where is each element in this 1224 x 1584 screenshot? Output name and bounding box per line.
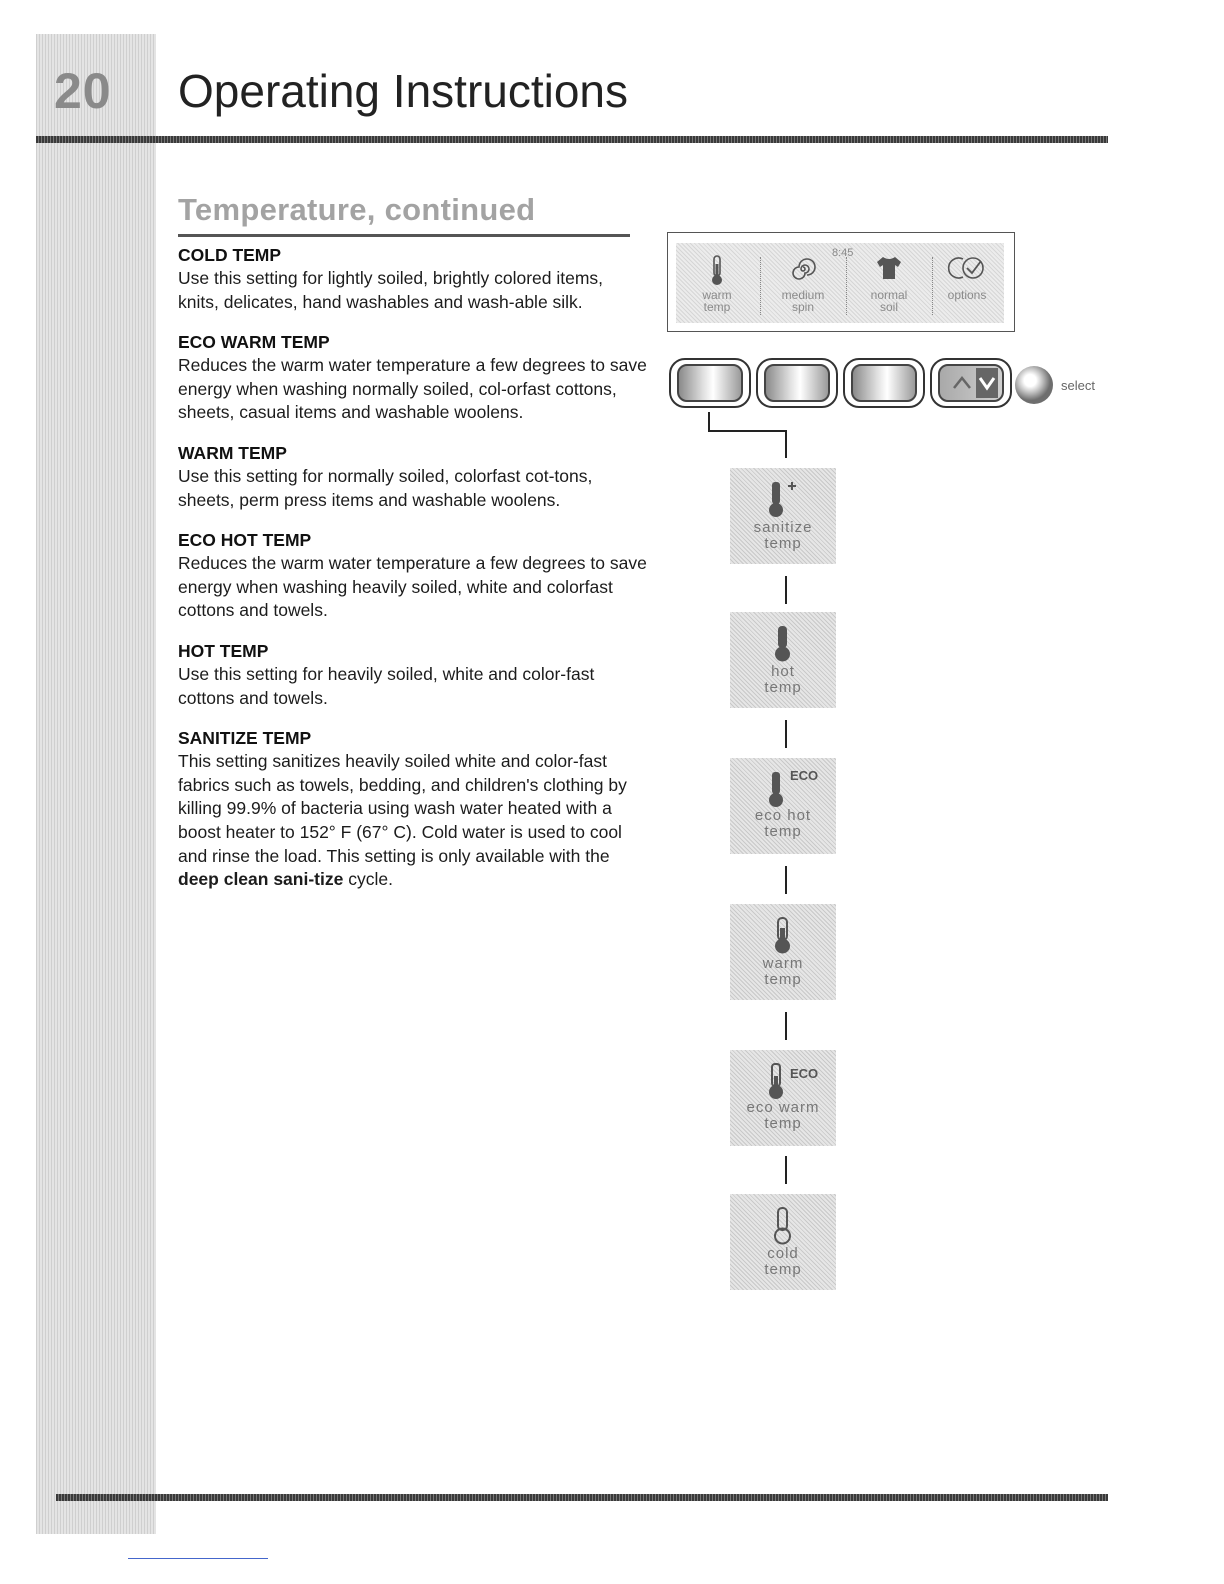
entry-heading: SANITIZE TEMP	[178, 728, 312, 749]
thermometer-full-icon	[766, 624, 800, 664]
cell-label-2: temp	[703, 300, 731, 314]
header-rule	[36, 136, 1108, 143]
up-down-arrows-icon	[940, 366, 1002, 400]
sequence-divider	[785, 720, 787, 748]
cell-label-1: warm	[702, 288, 732, 302]
entry-heading: HOT TEMP	[178, 640, 269, 661]
temp-button[interactable]	[669, 358, 751, 408]
temp-option-hot	[730, 612, 836, 708]
time-remaining: 8:45	[832, 247, 854, 259]
cell-label-2: soil	[879, 300, 898, 314]
entry-body: Use this setting for lightly soiled, brightly colored items, knits, delicates, hand washables and wash-able silk.	[178, 268, 604, 312]
entry-eco-hot-temp	[178, 530, 648, 623]
display-cell-temp	[676, 255, 758, 321]
eco-badge: ECO	[790, 768, 819, 783]
cell-label-2: options	[947, 288, 987, 302]
temp-option-eco-hot	[730, 758, 836, 854]
sequence-divider	[785, 576, 787, 604]
control-panel-display	[667, 232, 1015, 332]
tile-label-2: temp	[764, 823, 802, 840]
entry-heading: ECO WARM TEMP	[178, 332, 330, 353]
display-separator	[846, 257, 847, 315]
entry-cold-temp	[178, 245, 648, 314]
shirt-icon	[874, 255, 904, 281]
entry-heading: ECO HOT TEMP	[178, 530, 312, 551]
entry-body: Reduces the warm water temperature a few degrees to save energy when washing normally soiled, col-orfast cottons, sheets, casual items and washable woolens.	[178, 355, 647, 423]
entry-body: Use this setting for normally soiled, colorfast cot-tons, sheets, perm press items and washable woolens.	[178, 465, 593, 510]
display-cell-soil	[848, 255, 930, 321]
options-check-icon	[945, 255, 989, 281]
display-separator	[760, 257, 761, 315]
tile-label-2: temp	[764, 1261, 802, 1278]
entry-body: Use this setting for heavily soiled, white and color-fast cottons and towels.	[178, 663, 595, 708]
sequence-divider	[785, 1012, 787, 1040]
entry-sanitize-temp	[178, 728, 648, 892]
entry-body	[178, 750, 648, 892]
soil-button[interactable]	[843, 358, 925, 408]
tile-label-1: cold	[767, 1245, 799, 1262]
options-arrow-button[interactable]	[930, 358, 1012, 408]
instructions-text	[178, 245, 648, 910]
page-number: 20	[54, 63, 112, 119]
connector-line	[785, 430, 787, 458]
thermometer-half-icon	[766, 916, 800, 956]
cell-label-1: normal	[870, 288, 908, 302]
thermometer-empty-icon	[766, 1206, 800, 1246]
tile-label-1: eco warm	[746, 1099, 820, 1116]
entry-hot-temp	[178, 641, 648, 710]
footer-rule	[56, 1494, 1108, 1501]
display-cell-options	[926, 255, 1008, 321]
tile-label-1: hot	[771, 663, 795, 680]
eco-badge: ECO	[790, 1066, 819, 1081]
connector-line	[708, 412, 710, 432]
section-title: Temperature, continued	[178, 192, 536, 227]
temp-option-warm	[730, 904, 836, 1000]
section-rule	[178, 234, 630, 237]
display-screen	[676, 243, 1004, 323]
temp-option-sanitize	[730, 468, 836, 564]
spin-button[interactable]	[756, 358, 838, 408]
connector-line	[708, 430, 787, 432]
tile-label-2: temp	[764, 679, 802, 696]
tile-label-2: temp	[764, 1115, 802, 1132]
sequence-divider	[785, 866, 787, 894]
thermometer-plus-icon	[766, 480, 800, 520]
temp-option-cold	[730, 1194, 836, 1290]
cycle-name: deep clean sani-tize	[178, 869, 344, 890]
spin-spiral-icon	[789, 255, 817, 283]
tile-label-1: eco hot	[754, 807, 812, 824]
cell-label-1: medium	[781, 288, 825, 302]
entry-heading: COLD TEMP	[178, 245, 282, 265]
footer-link-underline	[128, 1558, 268, 1559]
select-label: select	[1061, 378, 1095, 393]
cell-label-2: spin	[791, 300, 814, 314]
side-tab-bar	[36, 34, 156, 1534]
sequence-divider	[785, 1156, 787, 1184]
tile-label-1: warm	[762, 955, 804, 972]
entry-warm-temp	[178, 443, 648, 512]
display-cell-spin	[762, 255, 844, 321]
temp-option-eco-warm	[730, 1050, 836, 1146]
tile-label-2: temp	[764, 971, 802, 988]
tile-label-1: sanitize	[753, 519, 813, 536]
thermometer-icon	[709, 255, 725, 287]
page-title: Operating Instructions	[178, 65, 629, 117]
entry-body-text: This setting sanitizes heavily soiled white and color-fast fabrics such as towels, bedding, and children's clothing by killing 99.9% of bacteria using wash water heated with a boost heater to 152° F (67° C). Cold water is used to cool and rinse the load. This setting is only available with the	[178, 751, 627, 866]
entry-eco-warm-temp	[178, 332, 648, 425]
entry-body: Reduces the warm water temperature a few degrees to save energy when washing heavily soiled, white and colorfast cottons and towels.	[178, 553, 647, 621]
select-knob[interactable]	[1015, 366, 1053, 404]
entry-heading: WARM TEMP	[178, 442, 287, 463]
entry-body-text: cycle.	[343, 869, 393, 890]
tile-label-2: temp	[764, 535, 802, 552]
